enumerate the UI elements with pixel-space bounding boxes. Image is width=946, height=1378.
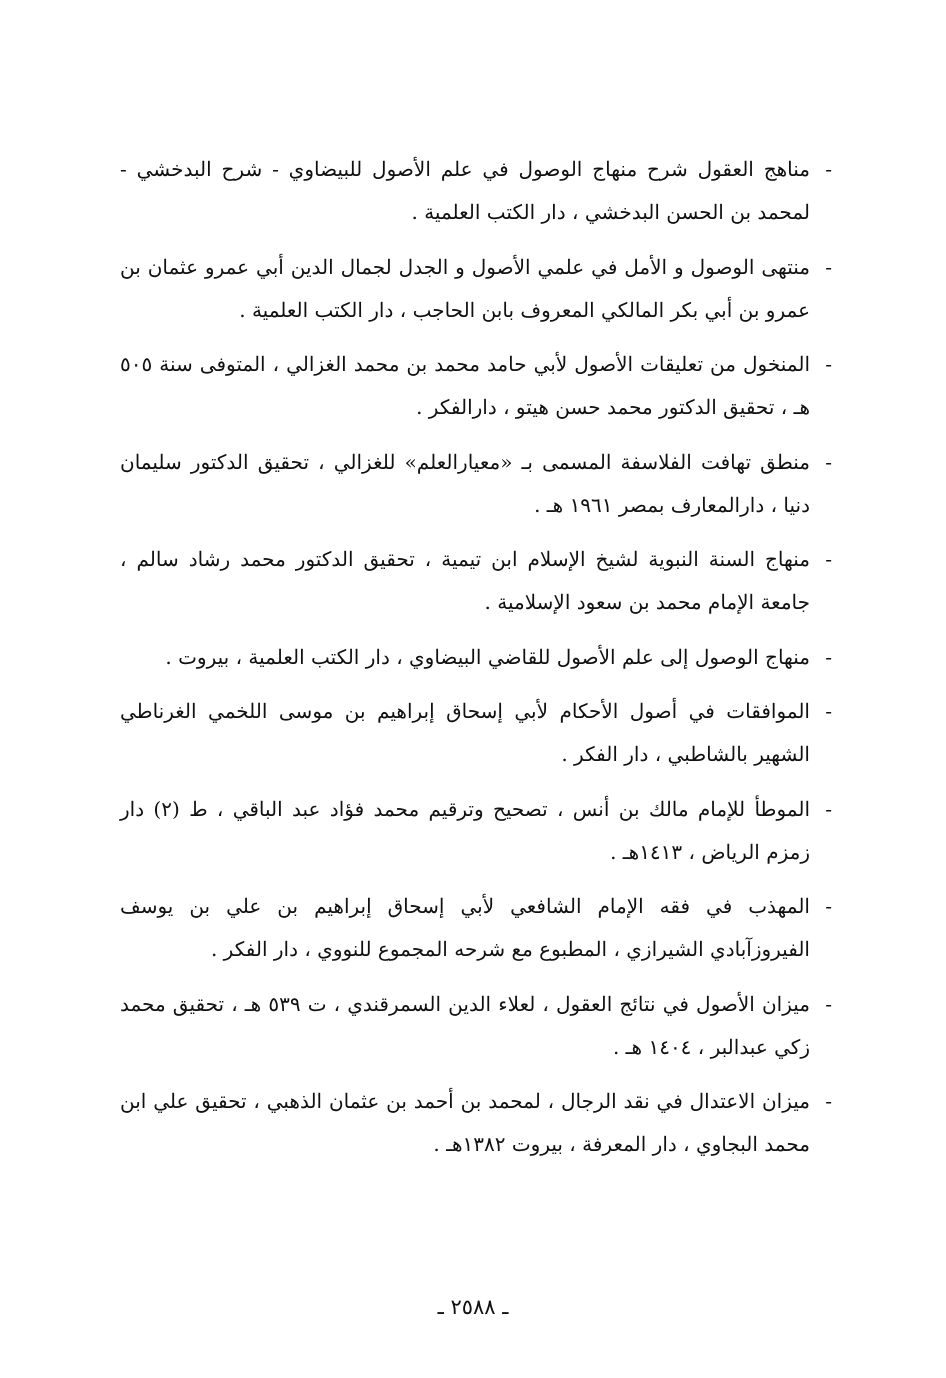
bibliography-entry — [120, 788, 832, 874]
bibliography-entry — [120, 343, 832, 429]
entry-dash: - — [825, 991, 832, 1016]
bibliography-entry — [120, 148, 832, 234]
bibliography-entry — [120, 1080, 832, 1166]
bibliography-list — [120, 148, 832, 1178]
entry-text: منهاج الوصول إلى علم الأصول للقاضي البيضاوي ، دار الكتب العلمية ، بيروت . — [165, 644, 810, 669]
bibliography-entry — [120, 441, 832, 527]
entry-text: منتهى الوصول و الأمل في علمي الأصول و الجدل لجمال الدين أبي عمرو عثمان بن عمرو بن أبي بكر المالكي المعروف بابن الحاجب ، دار الكتب العلمية . — [120, 254, 810, 322]
entry-dash: - — [825, 1089, 832, 1113]
bibliography-entry — [120, 690, 832, 776]
entry-dash: - — [825, 796, 832, 821]
entry-text: ميزان الأصول في نتائج العقول ، لعلاء الدين السمرقندي ، ت ٥٣٩ هـ ، تحقيق محمد زكي عبدالبر ، ١٤٠٤ هـ . — [120, 991, 810, 1059]
entry-dash: - — [825, 157, 832, 181]
entry-text: منهاج السنة النبوية لشيخ الإسلام ابن تيمية ، تحقيق الدكتور محمد رشاد سالم ، جامعة الإمام محمد بن سعود الإسلامية . — [120, 547, 810, 614]
entry-text: ميزان الاعتدال في نقد الرجال ، لمحمد بن أحمد بن عثمان الذهبي ، تحقيق علي ابن محمد البجاوي ، دار المعرفة ، بيروت ١٣٨٢هـ . — [120, 1089, 810, 1156]
entry-dash: - — [825, 894, 832, 918]
bibliography-entry — [120, 246, 832, 332]
bibliography-entry — [120, 538, 832, 624]
entry-dash: - — [825, 352, 832, 376]
bibliography-entry — [120, 636, 832, 679]
entry-text: الموافقات في أصول الأحكام لأبي إسحاق إبراهيم بن موسى اللخمي الغرناطي الشهير بالشاطبي ، دار الفكر . — [120, 699, 810, 766]
page-number: ـ ٢٥٨٨ ـ — [437, 1295, 509, 1319]
entry-text: منطق تهافت الفلاسفة المسمى بـ «معيارالعلم» للغزالي ، تحقيق الدكتور سليمان دنيا ، دارالمعارف بمصر ١٩٦١ هـ . — [120, 449, 810, 517]
bibliography-entry — [120, 885, 832, 971]
entry-dash: - — [825, 699, 832, 723]
entry-dash: - — [825, 254, 832, 279]
entry-text: الموطأ للإمام مالك بن أنس ، تصحيح وترقيم محمد فؤاد عبد الباقي ، ط (٢) دار زمزم الرياض ، ١٤١٣هـ . — [120, 796, 811, 864]
entry-dash: - — [825, 449, 832, 474]
entry-dash: - — [825, 547, 832, 571]
entry-dash: - — [825, 644, 832, 669]
entry-text: المهذب في فقه الإمام الشافعي لأبي إسحاق إبراهيم بن علي بن يوسف الفيروزآبادي الشيرازي ، المطبوع مع شرحه المجموع للنووي ، دار الفكر . — [120, 894, 810, 961]
entry-text: مناهج العقول شرح منهاج الوصول في علم الأصول للبيضاوي - شرح البدخشي - لمحمد بن الحسن البدخشي ، دار الكتب العلمية . — [120, 157, 810, 224]
entry-text: المنخول من تعليقات الأصول لأبي حامد محمد بن محمد الغزالي ، المتوفى سنة ٥٠٥ هـ ، تحقيق الدكتور محمد حسن هيتو ، دارالفكر . — [120, 352, 810, 419]
bibliography-entry — [120, 983, 832, 1069]
